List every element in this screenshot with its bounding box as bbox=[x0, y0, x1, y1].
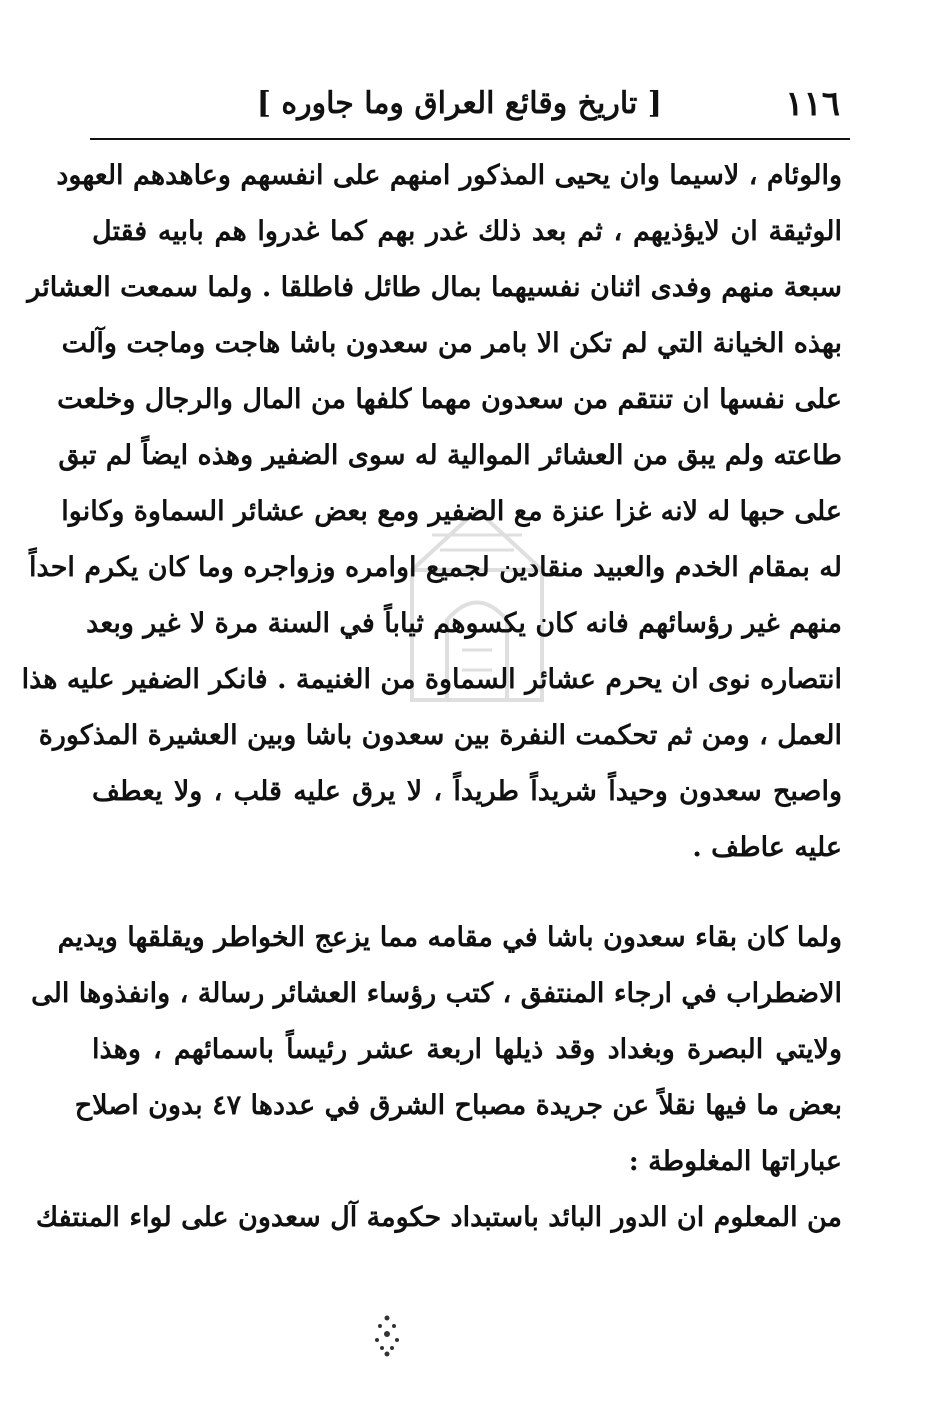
text-line: طاعته ولم يبق من العشائر الموالية له سوى الضفير وهذه ايضاً لم تبق bbox=[58, 440, 842, 471]
text-line: عباراتها المغلوطة : bbox=[628, 1146, 842, 1177]
text-line: سبعة منهم وفدى اثنان نفسيهما بمال طائل فاطلقا . ولما سمعت العشائر bbox=[27, 272, 842, 303]
text-line: الاضطراب في ارجاء المنتفق ، كتب رؤساء العشائر رسالة ، وانفذوها الى bbox=[31, 978, 842, 1009]
page-header bbox=[100, 78, 840, 130]
text-line: ولما كان بقاء سعدون باشا في مقامه مما يزعج الخواطر ويقلقها ويديم bbox=[57, 922, 842, 953]
text-line: العمل ، ومن ثم تحكمت النفرة بين سعدون باشا وبين العشيرة المذكورة bbox=[38, 720, 842, 751]
text-line: من المعلوم ان الدور البائد باستبداد حكومة آل سعدون على لواء المنتفك bbox=[35, 1202, 842, 1233]
text-line: انتصاره نوى ان يحرم عشائر السماوة من الغنيمة . فانكر الضفير عليه هذا bbox=[21, 664, 842, 695]
text-line: الوثيقة ان لايؤذيهم ، ثم بعد ذلك غدر بهم كما غدروا هم بابيه فقتل bbox=[92, 216, 842, 247]
text-line: واصبح سعدون وحيداً شريداً طريداً ، لا يرق عليه قلب ، ولا يعطف bbox=[92, 776, 842, 807]
paragraph-gap bbox=[92, 876, 842, 910]
text-line: على حبها له لانه غزا عنزة مع الضفير ومع بعض عشائر السماوة وكانوا bbox=[61, 496, 842, 527]
paragraph-2 bbox=[31, 910, 842, 1190]
paragraph-1 bbox=[21, 148, 842, 876]
page-end-ornament-icon bbox=[370, 1312, 404, 1358]
text-line: بهذه الخيانة التي لم تكن الا بامر من سعدون باشا هاجت وماجت وآلت bbox=[61, 328, 842, 359]
page-body bbox=[21, 148, 842, 1246]
text-line: عليه عاطف . bbox=[692, 832, 842, 863]
text-line: له بمقام الخدم والعبيد منقادين لجميع اوامره وزواجره وما كان يكرم احداً bbox=[29, 552, 842, 583]
header-rule bbox=[90, 138, 850, 140]
paragraph-3 bbox=[35, 1190, 842, 1246]
text-line: منهم غير رؤسائهم فانه كان يكسوهم ثياباً في السنة مرة لا غير وبعد bbox=[86, 608, 842, 639]
text-line: بعض ما فيها نقلاً عن جريدة مصباح الشرق في عددها ٤٧ بدون اصلاح bbox=[74, 1090, 842, 1121]
running-title: [ تاريخ وقائع العراق وما جاوره ] bbox=[256, 86, 662, 121]
page-number: ١١٦ bbox=[785, 84, 840, 124]
text-line: والوئام ، لاسيما وان يحيى المذكور امنهم على انفسهم وعاهدهم العهود bbox=[56, 160, 842, 191]
text-line: ولايتي البصرة وبغداد وقد ذيلها اربعة عشر رئيساً باسمائهم ، وهذا bbox=[92, 1034, 842, 1065]
text-line: على نفسها ان تنتقم من سعدون مهما كلفها من المال والرجال وخلعت bbox=[57, 384, 842, 415]
